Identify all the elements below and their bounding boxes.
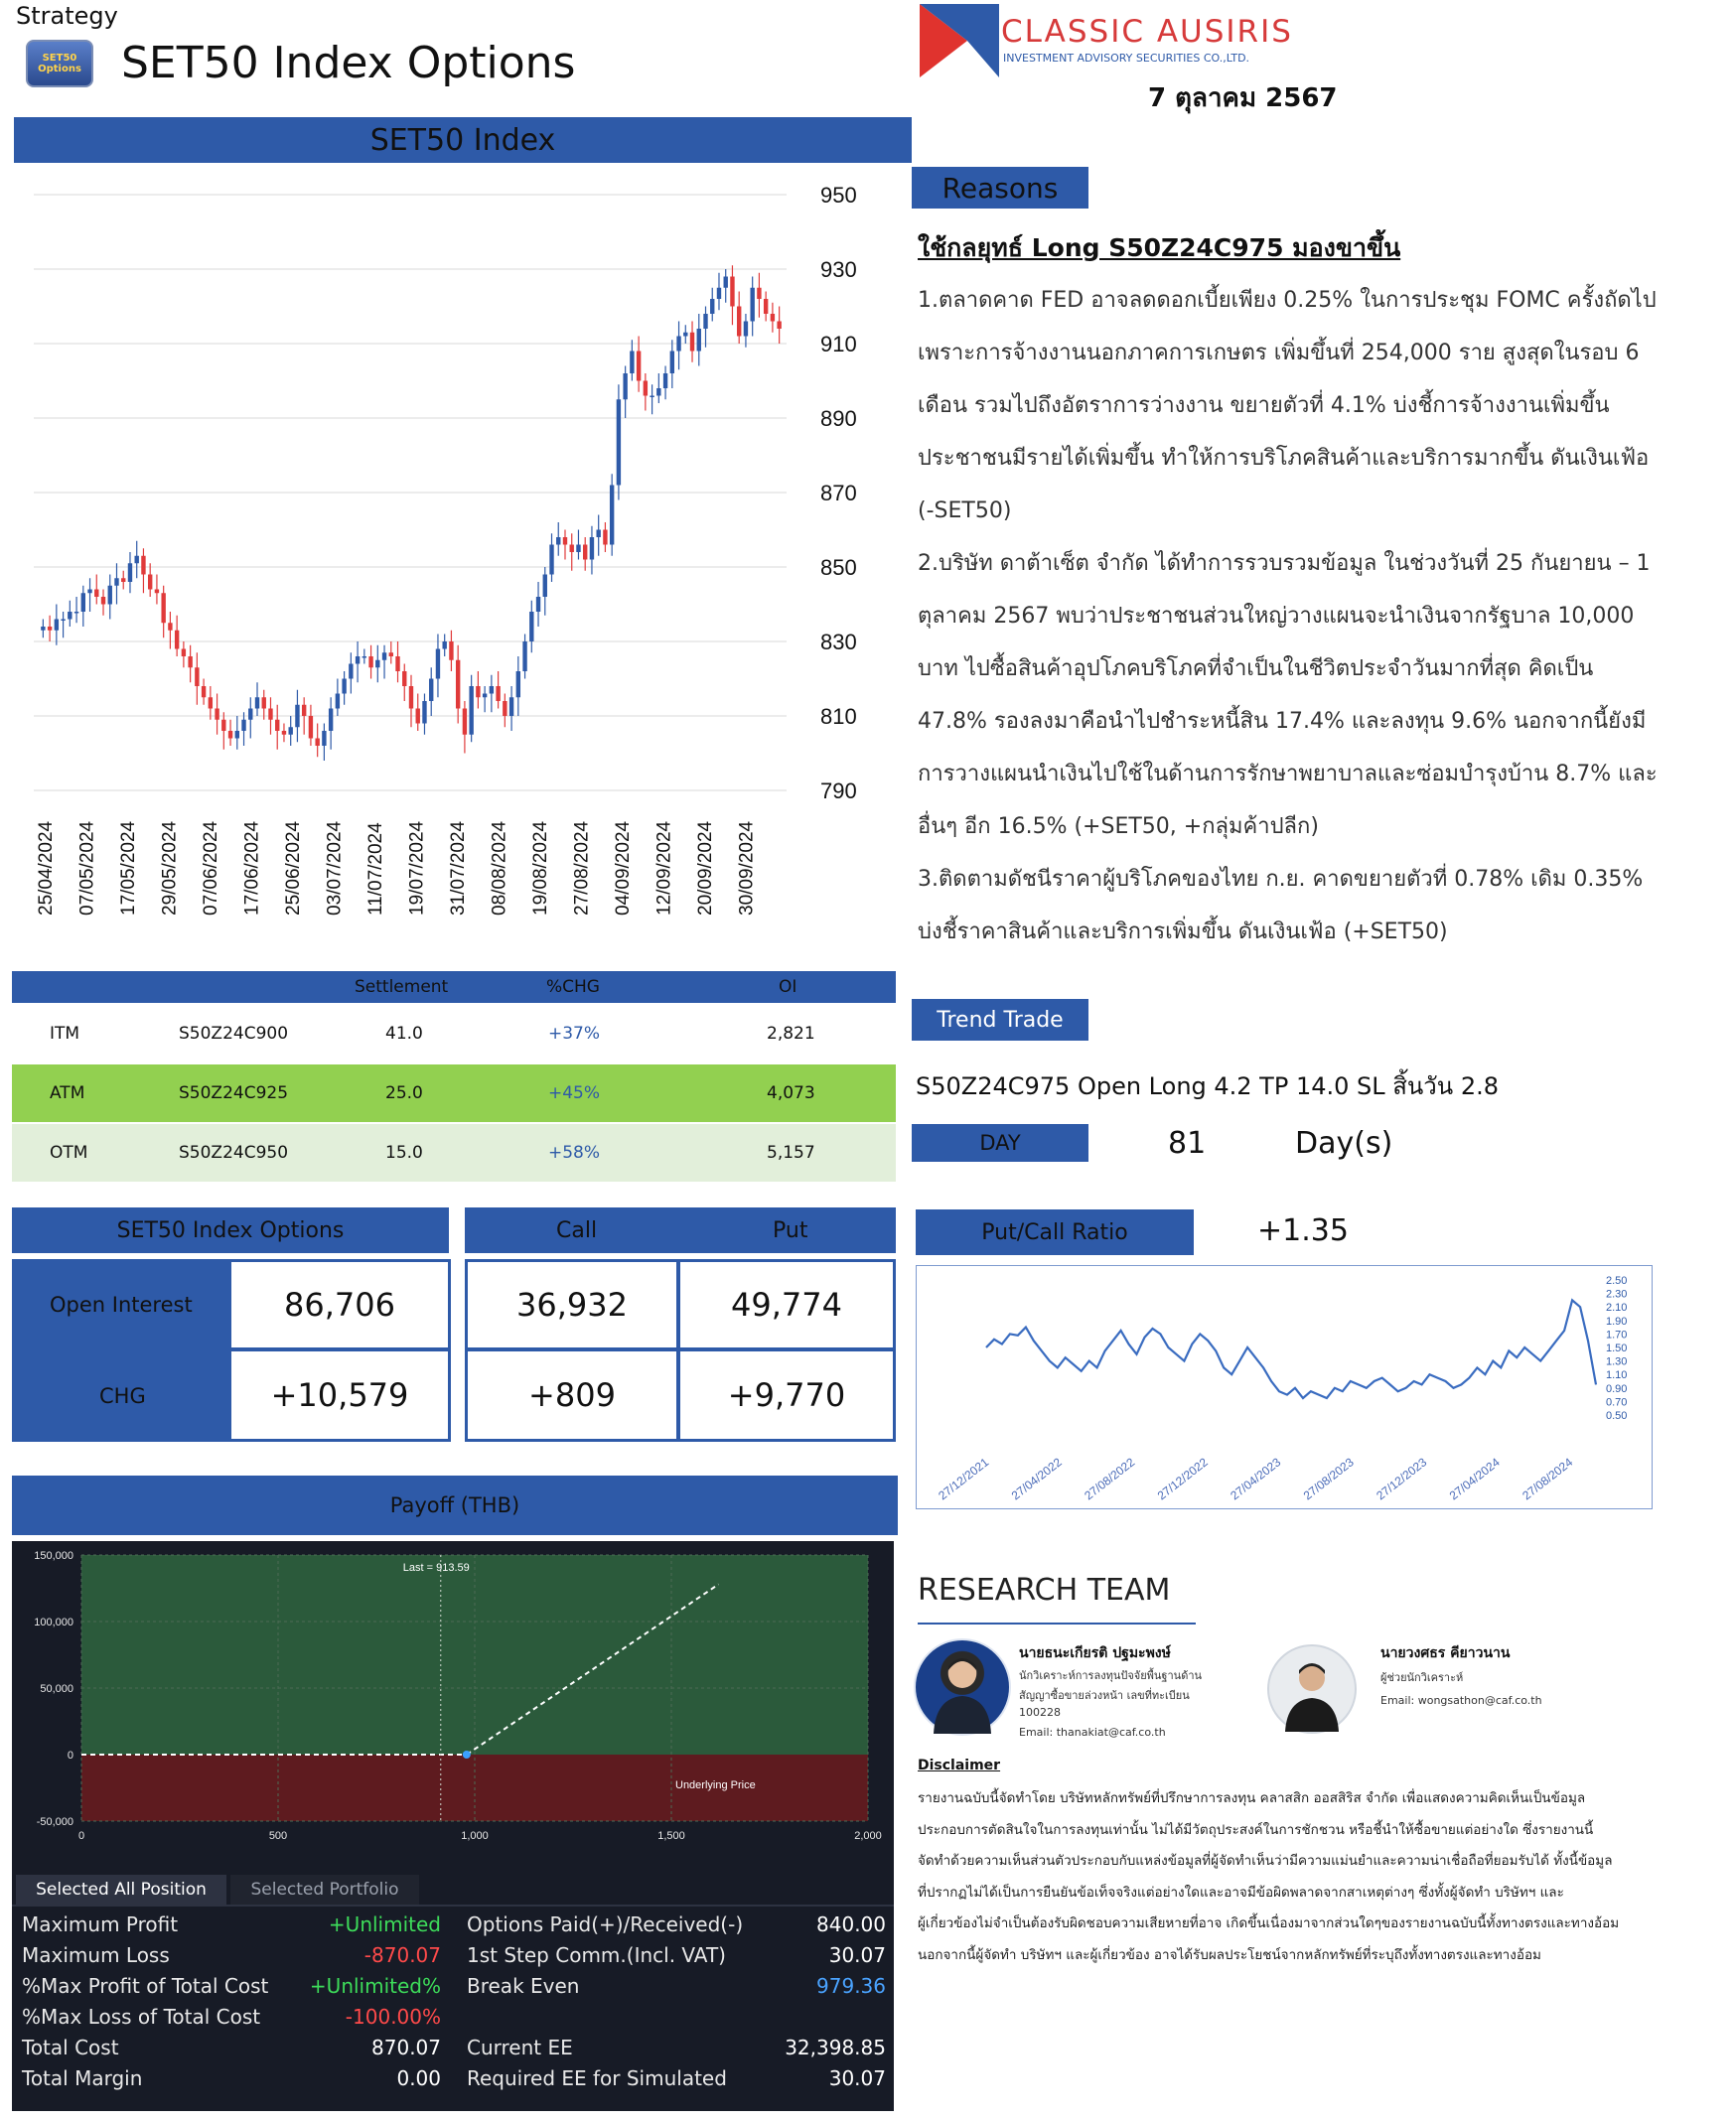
candle-body <box>182 649 186 657</box>
y-tick-label: 830 <box>820 630 857 654</box>
stat-label: Break Even <box>467 1974 580 1998</box>
reason-line: 1.ตลาดคาด FED อาจลดดอกเบี้ยเพียง 0.25% ในการประชุม FOMC ครั้งถัดไป <box>918 288 1657 313</box>
y-tick-label: 100,000 <box>34 1617 73 1628</box>
last-price-label: Last = 913.59 <box>402 1562 470 1574</box>
pcr-series-line <box>986 1300 1596 1398</box>
candle-body <box>68 612 72 620</box>
stat-value: -100.00% <box>345 2005 441 2029</box>
chg-call: +809 <box>465 1348 679 1442</box>
x-tick-label: 27/08/2022 <box>1082 1455 1138 1503</box>
stat-label: Maximum Loss <box>22 1943 170 1967</box>
pcr-chart-svg <box>917 1266 1652 1508</box>
candle-body <box>663 373 667 388</box>
x-tick-label: 27/08/2023 <box>1300 1455 1357 1503</box>
payoff-stats <box>12 1909 894 2107</box>
payoff-title: Payoff (THB) <box>12 1476 898 1535</box>
y-tick-label: 950 <box>820 183 857 208</box>
oi-total: 86,706 <box>228 1259 451 1350</box>
candle-body <box>463 709 467 735</box>
y-tick-label: 790 <box>820 778 857 803</box>
candle-body <box>710 299 714 314</box>
x-tick-label: 17/05/2024 <box>118 820 139 916</box>
avatar <box>1267 1644 1357 1734</box>
chg-label: CHG <box>99 1384 146 1408</box>
trend-trade-label: Trend Trade <box>912 999 1088 1041</box>
stat-value: -870.07 <box>363 1943 441 1967</box>
candle-body <box>315 739 319 747</box>
candle-body <box>262 697 266 708</box>
x-tick-label: 500 <box>268 1830 288 1842</box>
avatar <box>914 1638 1011 1736</box>
y-tick-label: 1.50 <box>1606 1343 1628 1354</box>
candle-body <box>596 530 600 538</box>
open-interest-label: Open Interest <box>50 1293 193 1317</box>
candle-body <box>456 660 460 709</box>
x-tick-label: 19/08/2024 <box>530 820 551 916</box>
candle-body <box>703 314 707 329</box>
candle-body <box>436 649 440 679</box>
report-date: 7 ตุลาคม 2567 <box>1148 83 1338 113</box>
candle-body <box>41 627 45 631</box>
stat-label: Maximum Profit <box>22 1912 179 1936</box>
stats-divider <box>12 1905 894 1907</box>
row-symbol: S50Z24C925 <box>179 1083 289 1103</box>
candle-body <box>148 575 152 590</box>
candle-body <box>55 620 59 631</box>
tab-strip <box>12 1873 894 1905</box>
candle-body <box>777 322 781 330</box>
payoff-panel <box>12 1541 894 2111</box>
candle-body <box>168 623 172 631</box>
candle-body <box>215 709 218 720</box>
candle-body <box>750 288 754 322</box>
y-tick-label: 0.70 <box>1606 1396 1628 1409</box>
disclaimer-line: ผู้เกี่ยวข้องไม่จำเป็นต้องรับผิดชอบความเสียหายที่อาจ เกิดขึ้นเนื่องมาจากส่วนใดๆของรายงานฉบับนี้ทั้งทางตรงและทางอ้อม <box>918 1915 1620 1931</box>
candle-body <box>590 537 594 560</box>
y-tick-label: 2.10 <box>1606 1302 1628 1315</box>
pcr-label: Put/Call Ratio <box>916 1209 1194 1255</box>
row-oi: 5,157 <box>767 1143 815 1163</box>
candle-body <box>61 620 65 622</box>
candle-body <box>429 679 433 702</box>
candle-body <box>630 352 634 374</box>
y-tick-label: 870 <box>820 481 857 505</box>
break-even-marker <box>463 1751 471 1759</box>
stat-label: %Max Profit of Total Cost <box>22 1974 269 1998</box>
trend-trade-text: S50Z24C975 Open Long 4.2 TP 14.0 SL สิ้นวัน 2.8 <box>916 1072 1499 1100</box>
day-value: 81 <box>1168 1126 1207 1161</box>
candle-body <box>368 656 372 667</box>
analyst2-email: Email: wongsathon@caf.co.th <box>1380 1694 1542 1707</box>
stat-label: Options Paid(+)/Received(-) <box>467 1912 744 1936</box>
candle-body <box>683 333 687 337</box>
x-tick-label: 07/06/2024 <box>201 820 221 916</box>
candle-body <box>309 716 313 739</box>
candle-body <box>382 652 386 660</box>
oi-call: 36,932 <box>465 1259 679 1350</box>
candle-body <box>141 556 145 575</box>
candle-body <box>442 641 446 649</box>
candle-body <box>81 593 85 612</box>
set50-index-chart <box>14 169 912 938</box>
candle-body <box>389 652 393 656</box>
row-settlement: 25.0 <box>385 1083 423 1103</box>
row-chg: +37% <box>548 1024 601 1044</box>
payoff-chart-svg <box>12 1541 894 1869</box>
strategy-label: Strategy <box>16 2 118 30</box>
candle-body <box>522 641 526 671</box>
y-tick-label: 1.10 <box>1606 1369 1628 1382</box>
x-tick-label: 17/06/2024 <box>241 820 263 916</box>
y-tick-label: 1.90 <box>1606 1315 1628 1328</box>
oi-summary-title: SET50 Index Options <box>12 1207 449 1253</box>
analyst1-role1: นักวิเคราะห์การลงทุนปัจจัยพื้นฐานด้าน <box>1019 1669 1203 1682</box>
candle-body <box>87 590 91 594</box>
candle-body <box>650 396 653 398</box>
x-tick-label: 29/05/2024 <box>159 820 181 916</box>
row-symbol: S50Z24C900 <box>179 1024 289 1044</box>
candle-body <box>603 530 607 545</box>
day-unit: Day(s) <box>1295 1126 1393 1161</box>
candle-body <box>161 593 165 623</box>
analyst2-portrait-icon <box>1269 1646 1355 1732</box>
reason-line: บ่งชี้ราคาสินค้าและบริการเพิ่มขึ้น ดันเงินเฟ้อ (+SET50) <box>918 919 1448 944</box>
reasons-label: Reasons <box>912 167 1088 209</box>
candle-body <box>275 720 279 731</box>
x-tick-label: 27/04/2023 <box>1228 1455 1284 1503</box>
x-tick-label: 27/12/2021 <box>936 1455 992 1503</box>
candle-body <box>617 399 621 485</box>
candle-body <box>490 686 494 694</box>
table-row <box>12 1124 896 1182</box>
x-tick-label: 27/04/2022 <box>1008 1455 1065 1503</box>
candle-body <box>202 686 206 697</box>
y-tick-label: 150,000 <box>34 1550 73 1562</box>
stat-label: %Max Loss of Total Cost <box>22 2005 261 2029</box>
put-label: Put <box>773 1217 808 1243</box>
candle-body <box>576 545 580 553</box>
candle-body <box>543 575 547 598</box>
x-tick-label: 12/09/2024 <box>653 820 675 916</box>
reason-line: การวางแผนนำเงินไปใช้ในด้านการรักษาพยาบาลและซ่อมบำรุงบ้าน 8.7% และ <box>918 762 1658 786</box>
oi-row-labels <box>12 1259 230 1442</box>
x-tick-label: 27/04/2024 <box>1446 1455 1503 1503</box>
x-tick-label: 25/06/2024 <box>283 820 304 916</box>
stat-value: 840.00 <box>816 1912 886 1936</box>
disclaimer-line: ที่ปรากฏไม่ได้เป็นการยืนยันข้อเท็จจริงแต่อย่างใดและอาจมีข้อผิดพลาดจากสาเหตุต่างๆ ซึ่งทั้งผู้จัดทำ บริษัทฯ และ <box>918 1884 1564 1901</box>
pcr-chart <box>916 1265 1653 1509</box>
tab-selected-all-position[interactable]: Selected All Position <box>16 1875 226 1905</box>
candle-body <box>221 720 225 731</box>
candle-body <box>402 671 406 686</box>
reason-line: 3.ติดตามดัชนีราคาผู้บริโภคของไทย ก.ย. คาดขยายตัวที่ 0.78% เดิม 0.35% <box>918 867 1644 892</box>
y-tick-label: 1.70 <box>1606 1329 1628 1342</box>
x-tick-label: 27/08/2024 <box>571 820 593 916</box>
set50-options-logo <box>26 40 93 87</box>
candle-body <box>195 667 199 686</box>
candle-body <box>255 697 259 708</box>
candle-body <box>469 686 473 735</box>
candle-body <box>101 597 105 605</box>
chg-total: +10,579 <box>228 1348 451 1442</box>
candle-body <box>362 656 366 658</box>
y-tick-label: 2.30 <box>1606 1288 1628 1301</box>
disclaimer-body <box>918 1783 1732 1971</box>
candle-body <box>536 597 540 612</box>
x-tick-label: 27/12/2022 <box>1154 1455 1211 1503</box>
candle-body <box>516 671 520 697</box>
stat-label: Total Margin <box>22 2066 143 2090</box>
candle-body <box>289 727 293 735</box>
disclaimer-line: จัดทำด้วยความเห็นส่วนตัวประกอบกับแหล่งข้อมูลที่ผู้จัดทำเห็นว่ามีความแม่นยำและความน่าเชื่อถือที่ยอมรับได้ ทั้งนี้ข้อมูล <box>918 1853 1613 1869</box>
x-tick-label: 19/07/2024 <box>406 820 428 916</box>
candle-body <box>114 578 118 586</box>
candle-body <box>449 641 453 660</box>
candle-body <box>670 352 674 374</box>
x-tick-label: 08/08/2024 <box>489 820 510 916</box>
x-tick-label: 1,500 <box>657 1830 685 1842</box>
research-divider <box>918 1623 1196 1625</box>
stat-label: Required EE for Simulated <box>467 2066 727 2090</box>
stat-value: +Unlimited <box>328 1912 441 1936</box>
candle-body <box>583 545 587 560</box>
candle-body <box>128 563 132 582</box>
candle-body <box>610 486 614 545</box>
table-row <box>12 1005 896 1062</box>
candle-body <box>724 277 728 288</box>
candle-body <box>94 590 98 598</box>
x-tick-label: 0 <box>77 1830 85 1842</box>
candle-body <box>656 388 660 396</box>
analyst1-email: Email: thanakiat@caf.co.th <box>1019 1726 1166 1739</box>
y-tick-label: 810 <box>820 704 857 729</box>
candle-body <box>563 537 567 545</box>
candle-body <box>644 381 648 396</box>
candle-body <box>556 537 560 545</box>
y-tick-label: 50,000 <box>40 1683 73 1695</box>
index-chart-title: SET50 Index <box>14 117 912 163</box>
candle-body <box>188 656 192 667</box>
disclaimer-line: ประกอบการตัดสินใจในการลงทุนเท่านั้น ไม่ได้มีวัตถุประสงค์ในการชักชวน หรือชี้นำให้ซื้อขายแต่อย่างใด ซึ่งรายงานนี้ <box>918 1821 1594 1838</box>
candle-body <box>74 612 78 614</box>
chg-put: +9,770 <box>677 1348 896 1442</box>
x-tick-label: 11/07/2024 <box>365 822 386 916</box>
x-tick-label: 25/04/2024 <box>36 820 57 916</box>
col-oi: OI <box>779 977 797 997</box>
candle-body <box>356 656 360 664</box>
stat-label: 1st Step Comm.(Incl. VAT) <box>467 1943 726 1967</box>
candle-body <box>764 299 768 314</box>
candle-body <box>676 337 680 352</box>
y-tick-label: 910 <box>820 332 857 356</box>
y-tick-label: 1.30 <box>1606 1355 1628 1368</box>
reasons-headline: ใช้กลยุทธ์ Long S50Z24C975 มองขาขึ้น <box>918 233 1401 262</box>
candle-body <box>329 709 333 732</box>
candle-body <box>248 709 252 720</box>
analyst2-role: ผู้ช่วยนักวิเคราะห์ <box>1380 1671 1464 1684</box>
analyst1-reg: 100228 <box>1019 1706 1061 1719</box>
x-tick-label: 31/07/2024 <box>448 820 469 916</box>
candle-body <box>48 627 52 631</box>
row-chg: +58% <box>548 1143 601 1163</box>
reason-line: 2.บริษัท ดาต้าเซ็ต จำกัด ได้ทำการรวบรวมข้อมูล ในช่วงวันที่ 25 กันยายน – 1 <box>918 551 1651 576</box>
candle-body <box>241 720 245 731</box>
candle-body <box>209 697 213 708</box>
reason-line: เดือน รวมไปถึงอัตราการว่างงาน ขยายตัวที่ 4.1% บ่งชี้การจ้างงานเพิ่มขึ้น <box>918 393 1610 418</box>
candle-body <box>342 679 346 694</box>
row-chg: +45% <box>548 1083 601 1103</box>
candle-body <box>570 545 574 553</box>
classic-ausiris-logo <box>920 4 999 77</box>
candle-body <box>416 709 420 724</box>
call-label: Call <box>556 1217 598 1243</box>
candle-body <box>697 329 701 352</box>
row-type: ATM <box>50 1083 85 1103</box>
call-put-header <box>465 1207 896 1253</box>
candle-body <box>422 701 426 724</box>
research-team-title: RESEARCH TEAM <box>918 1573 1171 1608</box>
candle-body <box>228 731 232 739</box>
candle-body <box>409 686 413 709</box>
row-oi: 4,073 <box>767 1083 815 1103</box>
candle-body <box>744 322 748 337</box>
x-tick-label: 03/07/2024 <box>324 820 346 916</box>
y-tick-label: 0.50 <box>1606 1410 1628 1422</box>
candle-body <box>175 631 179 649</box>
analyst1-role2: สัญญาซื้อขายล่วงหน้า เลขที่ทะเบียน <box>1019 1689 1190 1702</box>
disclaimer-line: นอกจากนี้ผู้จัดทำ บริษัทฯ และผู้เกี่ยวข้อง อาจได้รับผลประโยชน์จากหลักทรัพย์ที่ระบุถึงทั้งทางตรงและทางอ้อม <box>918 1946 1541 1963</box>
candle-body <box>737 307 741 337</box>
stat-value: 0.00 <box>396 2066 441 2090</box>
candle-body <box>757 288 761 299</box>
col-settlement: Settlement <box>355 977 449 997</box>
y-tick-label: 850 <box>820 555 857 580</box>
row-symbol: S50Z24C950 <box>179 1143 289 1163</box>
candle-body <box>690 333 694 352</box>
x-axis-label: Underlying Price <box>675 1779 756 1791</box>
candle-body <box>730 277 734 307</box>
candle-body <box>476 686 480 697</box>
reason-line: ตุลาคม 2567 พบว่าประชาชนส่วนใหญ่วางแผนจะนำเงินจากรัฐบาล 10,000 <box>918 604 1635 629</box>
x-tick-label: 2,000 <box>854 1830 882 1842</box>
candle-body <box>268 709 272 720</box>
x-tick-label: 27/12/2023 <box>1374 1455 1430 1503</box>
oi-put: 49,774 <box>677 1259 896 1350</box>
day-label: DAY <box>912 1124 1088 1162</box>
candle-body <box>717 288 721 299</box>
analyst1-name: นายธนะเกียรติ ปฐมะพงษ์ <box>1019 1645 1171 1661</box>
y-tick-label: 0 <box>67 1750 73 1762</box>
pcr-value: +1.35 <box>1257 1213 1349 1248</box>
candle-body <box>395 656 399 671</box>
row-type: OTM <box>50 1143 88 1163</box>
stat-label: Current EE <box>467 2036 573 2059</box>
y-tick-label: 930 <box>820 257 857 282</box>
index-chart-svg <box>14 169 912 938</box>
candle-body <box>108 586 112 605</box>
candle-body <box>509 697 513 716</box>
page-title: SET50 Index Options <box>121 38 576 88</box>
candle-body <box>483 694 487 698</box>
x-tick-label: 1,000 <box>461 1830 489 1842</box>
candle-body <box>295 705 299 728</box>
y-tick-label: 0.90 <box>1606 1382 1628 1395</box>
candle-body <box>121 578 125 582</box>
y-tick-label: 2.50 <box>1606 1275 1628 1287</box>
candle-body <box>623 373 627 399</box>
candle-body <box>637 352 641 381</box>
reason-line: (-SET50) <box>918 498 1012 523</box>
candle-body <box>135 556 139 564</box>
analyst2-name: นายวงศธร คียาวนาน <box>1380 1645 1511 1661</box>
row-settlement: 41.0 <box>385 1024 423 1044</box>
y-tick-label: 890 <box>820 406 857 431</box>
logo-text: SET50 Options <box>38 53 81 74</box>
disclaimer-line: รายงานฉบับนี้จัดทำโดย บริษัทหลักทรัพย์ที่ปรึกษาการลงทุน คลาสสิก ออสสิริส จำกัด เพื่อแสดงความคิดเห็นเป็นข้อมูล <box>918 1790 1586 1806</box>
y-tick-label: -50,000 <box>36 1816 73 1828</box>
stat-value: 30.07 <box>828 2066 886 2090</box>
brand-name: CLASSIC AUSIRIS <box>1001 14 1293 50</box>
reason-line: 47.8% รองลงมาคือนำไปชำระหนี้สิน 17.4% และลงทุน 9.6% นอกจากนี้ยังมี <box>918 709 1647 734</box>
reasons-body <box>918 274 1732 958</box>
stat-label: Total Cost <box>22 2036 119 2059</box>
candle-body <box>336 694 340 709</box>
candle-body <box>503 701 506 716</box>
reason-line: ประชาชนมีรายได้เพิ่มขึ้น ทำให้การบริโภคสินค้าและบริการมากขึ้น ดันเงินเฟ้อ <box>918 446 1650 471</box>
x-tick-label: 27/08/2024 <box>1519 1455 1576 1503</box>
tab-selected-portfolio[interactable]: Selected Portfolio <box>230 1875 419 1905</box>
candle-body <box>282 731 286 735</box>
reason-line: เพราะการจ้างงานนอกภาคการเกษตร เพิ่มขึ้นที่ 254,000 ราย สูงสุดในรอบ 6 <box>918 341 1640 365</box>
x-tick-label: 30/09/2024 <box>736 820 758 916</box>
stat-value: 870.07 <box>371 2036 441 2059</box>
stat-value: 979.36 <box>816 1974 886 1998</box>
candle-body <box>771 314 775 322</box>
candle-body <box>375 660 379 668</box>
stat-value: 32,398.85 <box>785 2036 886 2059</box>
row-oi: 2,821 <box>767 1024 815 1044</box>
analyst1-portrait-icon <box>916 1640 1009 1734</box>
candle-body <box>322 731 326 746</box>
x-tick-label: 20/09/2024 <box>695 820 716 916</box>
candle-body <box>302 705 306 716</box>
table-row <box>12 1064 896 1122</box>
candle-body <box>496 686 500 701</box>
series-table-header <box>12 971 896 1003</box>
candle-body <box>349 664 353 679</box>
brand-subtitle: INVESTMENT ADVISORY SECURITIES CO.,LTD. <box>1003 52 1250 65</box>
candle-body <box>155 590 159 594</box>
candle-body <box>529 612 533 641</box>
candle-body <box>549 545 553 575</box>
x-tick-label: 07/05/2024 <box>76 820 98 916</box>
reason-line: อื่นๆ อีก 16.5% (+SET50, +กลุ่มค้าปลีก) <box>918 814 1319 839</box>
reason-line: บาท ไปซื้อสินค้าอุปโภคบริโภคที่จำเป็นในชีวิตประจำวันมากที่สุด คิดเป็น <box>918 656 1594 681</box>
disclaimer-title: Disclaimer <box>918 1758 1001 1773</box>
row-type: ITM <box>50 1024 80 1044</box>
stat-value: +Unlimited% <box>309 1974 441 1998</box>
col-chg: %CHG <box>546 977 600 997</box>
row-settlement: 15.0 <box>385 1143 423 1163</box>
stat-value: 30.07 <box>828 1943 886 1967</box>
x-tick-label: 04/09/2024 <box>613 820 634 916</box>
candle-body <box>235 731 239 739</box>
